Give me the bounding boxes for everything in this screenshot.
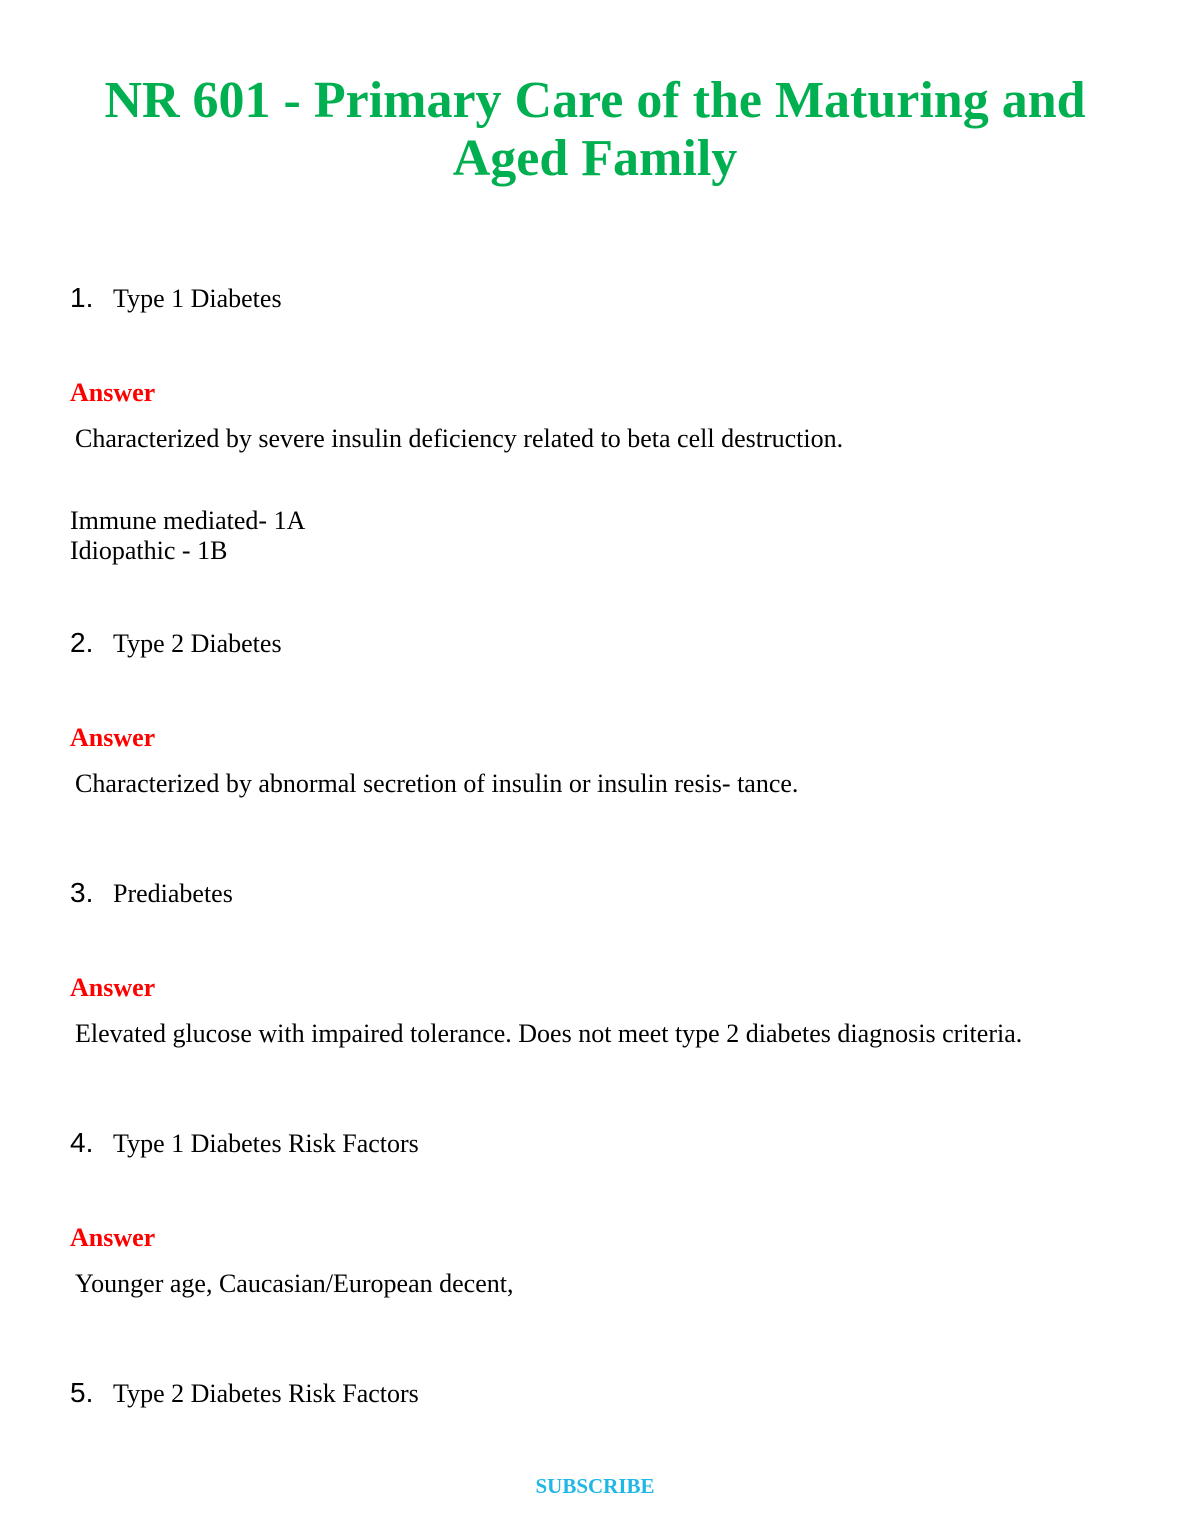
question-number: 3. — [70, 877, 94, 908]
title-line-1: NR 601 - Primary Care of the Maturing and — [104, 72, 1086, 129]
answer-extra — [70, 506, 305, 566]
answer-extra-line: Idiopathic - 1B — [70, 536, 228, 565]
question-number: 5. — [70, 1377, 94, 1408]
question-term: Type 1 Diabetes Risk Factors — [113, 1129, 419, 1158]
page-title — [0, 72, 1190, 188]
answer-label: Answer — [70, 723, 156, 752]
question-2 — [70, 627, 282, 663]
question-number: 1. — [70, 282, 94, 313]
subscribe-link[interactable]: SUBSCRIBE — [535, 1474, 655, 1498]
answer-text: Elevated glucose with impaired tolerance. Does not meet type 2 diabetes diagnosis criteria. — [75, 1019, 1023, 1048]
question-4 — [70, 1127, 419, 1163]
answer-label: Answer — [70, 378, 156, 407]
answer-text: Characterized by severe insulin deficiency related to beta cell destruction. — [75, 424, 844, 453]
question-term: Type 1 Diabetes — [113, 284, 282, 313]
question-term: Prediabetes — [113, 879, 233, 908]
question-number: 2. — [70, 627, 94, 658]
title-line-2: Aged Family — [452, 130, 738, 187]
question-term: Type 2 Diabetes — [113, 629, 282, 658]
question-number: 4. — [70, 1127, 94, 1158]
question-5 — [70, 1377, 419, 1413]
question-term: Type 2 Diabetes Risk Factors — [113, 1379, 419, 1408]
answer-label: Answer — [70, 973, 156, 1002]
answer-text: Younger age, Caucasian/European decent, — [75, 1269, 514, 1298]
question-3 — [70, 877, 233, 913]
answer-text: Characterized by abnormal secretion of insulin or insulin resis- tance. — [75, 769, 799, 798]
answer-label: Answer — [70, 1223, 156, 1252]
question-1 — [70, 282, 282, 318]
answer-extra-line: Immune mediated- 1A — [70, 506, 306, 535]
